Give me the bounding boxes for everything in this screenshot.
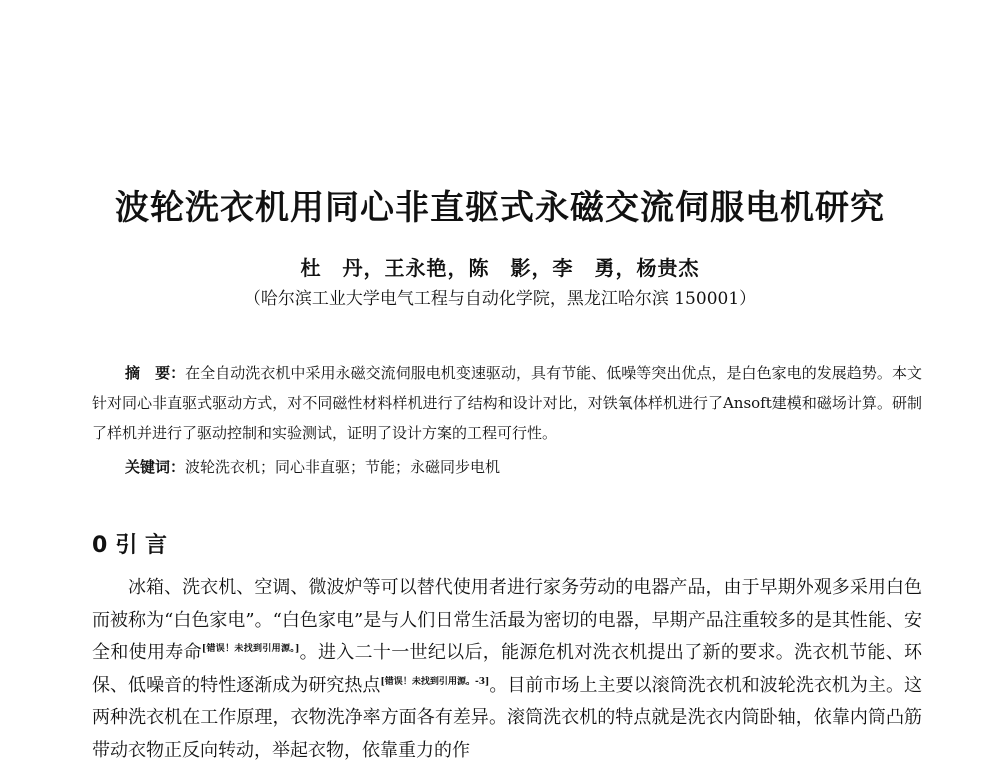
abstract-text: 在全自动洗衣机中采用永磁交流伺服电机变速驱动，具有节能、低噪等突出优点，是白色家电的发展趋势。本文针对同心非直驱式驱动方式，对不同磁性材料样机进行了结构和设计对比，对铁氧体样机进行了Ansoft建模和磁场计算。研制了样机并进行了驱动控制和实验测试，证明了设计方案的工程可行性。 xyxy=(92,364,922,442)
citation-marker-2: [错误！未找到引用源。-3] xyxy=(380,676,490,687)
keywords xyxy=(125,456,905,477)
keywords-text: 波轮洗衣机；同心非直驱；节能；永磁同步电机 xyxy=(185,458,501,476)
abstract-label: 摘 要： xyxy=(125,364,186,382)
section-number: 0 xyxy=(92,533,108,558)
author-list: 杜 丹，王永艳，陈 影，李 勇，杨贵杰 xyxy=(300,256,700,280)
keywords-label: 关键词： xyxy=(125,458,186,476)
body-paragraph xyxy=(92,572,922,767)
body-text-3: 。目前市场上主要以滚筒洗衣机和波轮洗衣机为主。这两种洗衣机在工作原理，衣物洗净率方面各有差异。滚筒洗衣机的特点就是洗衣内筒卧轴，依靠内筒凸筋带动衣物正反向转动，举起衣物，依靠重力的作 xyxy=(92,674,923,761)
abstract xyxy=(92,358,922,448)
body-text-1: 冰箱、洗衣机、空调、微波炉等可以替代使用者进行家务劳动的电器产品，由于早期外观多采用白色而被称为“白色家电”。“白色家电”是与人们日常生活最为密切的电器，早期产品注重较多的是其性能、安全和使用寿命 xyxy=(92,577,922,663)
section-heading xyxy=(92,528,175,559)
affiliation: （哈尔滨工业大学电气工程与自动化学院，黑龙江哈尔滨 150001） xyxy=(243,289,757,309)
paper-title: 波轮洗衣机用同心非直驱式永磁交流伺服电机研究 xyxy=(115,188,885,228)
citation-marker-1: [错误！未找到引用源。] xyxy=(201,644,300,654)
section-title: 引 言 xyxy=(115,533,167,558)
body-text-2: 。进入二十一世纪以后，能源危机对洗衣机提出了新的要求。洗衣机节能、环保、低噪音的特性逐渐成为研究热点 xyxy=(92,642,923,696)
